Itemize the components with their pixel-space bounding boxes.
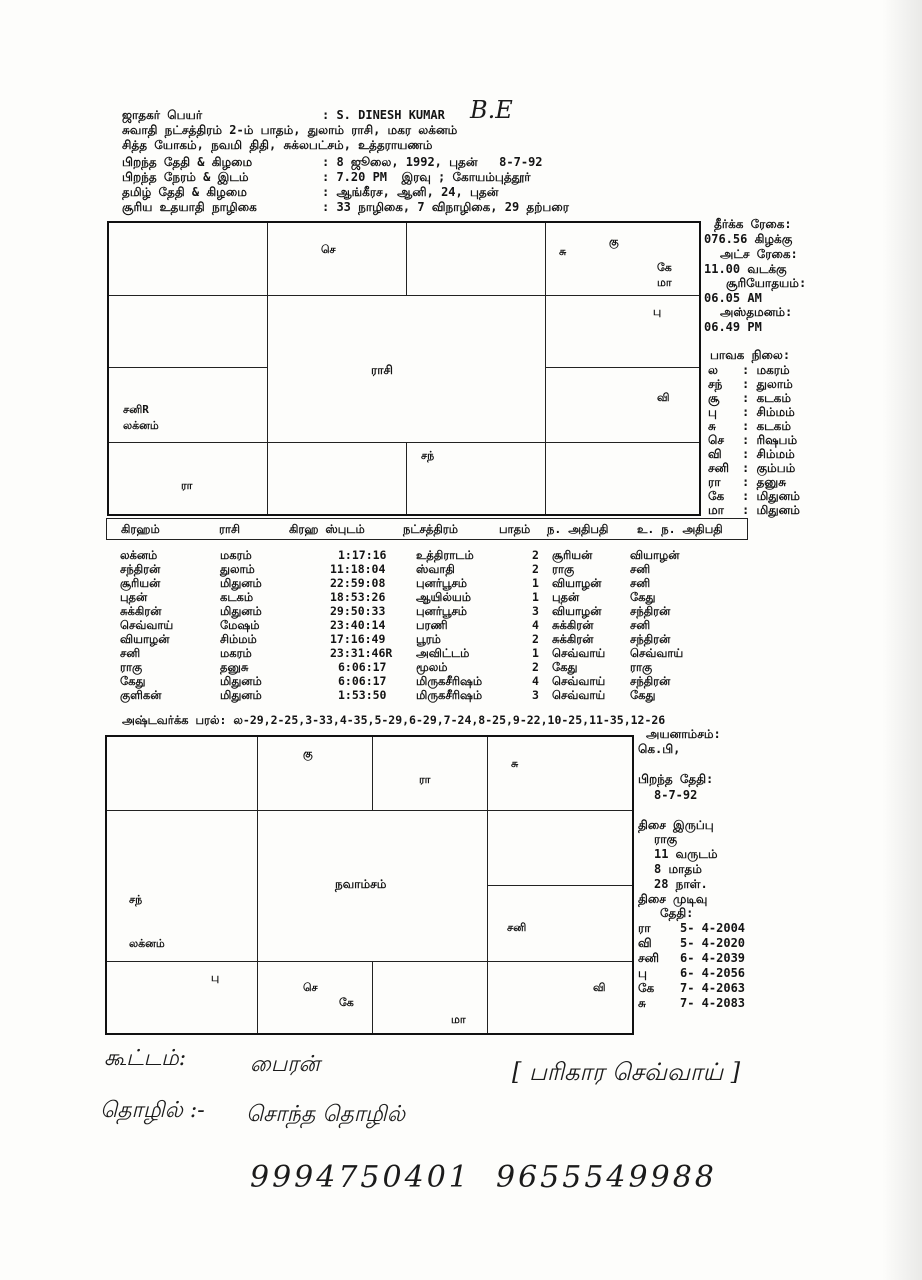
bhava-sign: : தனுசு	[742, 475, 787, 489]
dasa-planet: வி	[638, 936, 652, 950]
header-label-time: பிறந்த நேரம் & இடம்	[122, 170, 249, 184]
table-header: ந. அதிபதி	[547, 522, 609, 536]
header-label-name: ஜாதகர் பெயர்	[122, 108, 203, 122]
bhava-sign: : மிதுனம்	[742, 489, 800, 503]
header-value-dob: : 8 ஜூலை, 1992, புதன் 8-7-92	[322, 155, 543, 169]
ayanamsam-label: அயனாம்சம்:	[646, 727, 721, 741]
dasa-end-date: 6- 4-2056	[680, 966, 746, 980]
navamsa-cell-sukran: சு	[511, 757, 519, 770]
bhava-planet: வி	[708, 447, 722, 461]
dasa-planet: ரா	[638, 921, 651, 935]
rasi-cell-guru: கு	[609, 235, 619, 248]
sunset-value: 06.49 PM	[704, 320, 762, 334]
handwritten-phone-1: 9994750401	[250, 1160, 471, 1195]
dasa-end-date: 6- 4-2039	[680, 951, 746, 965]
table-header: உ. ந. அதிபதி	[637, 522, 723, 536]
bhava-planet: கே	[708, 489, 725, 503]
handwritten-degree: B.E	[470, 96, 513, 124]
longitude-label: தீர்க்க ரேகை:	[714, 217, 792, 231]
bhava-sign: : மகரம்	[742, 363, 790, 377]
dasa-planet: பு	[638, 966, 647, 980]
table-header: ராசி	[219, 522, 240, 536]
dasa-years: 11 வருடம்	[654, 847, 718, 861]
table-header: கிரஹம்	[121, 522, 160, 536]
bhava-planet: ரா	[708, 475, 721, 489]
sunrise-label: சூரியோதயம்:	[726, 276, 807, 290]
navamsa-cell-chandran: சந்	[129, 893, 143, 906]
bhava-sign: : மிதுனம்	[742, 503, 800, 517]
navamsa-cell-budhan: பு	[211, 971, 220, 984]
dasa-planet: சனி	[638, 951, 659, 965]
header-label-dob: பிறந்த தேதி & கிழமை	[122, 155, 253, 169]
bhava-planet: சனி	[708, 461, 729, 475]
bhava-planet: பு	[708, 405, 717, 419]
bhava-planet: சூ	[708, 391, 720, 405]
dasa-end-date: 7- 4-2063	[680, 981, 746, 995]
rasi-cell-rahu: ரா	[181, 479, 193, 492]
rasi-chart	[107, 221, 701, 516]
rasi-cell-sukran: சு	[559, 245, 567, 258]
header-line-3: சித்த யோகம், நவமி திதி, சுக்லபட்சம், உத்தராயணம்	[122, 138, 433, 152]
header-label-nazhigai: சூரிய உதயாதி நாழிகை	[122, 200, 257, 214]
bhava-planet: மா	[708, 503, 724, 517]
navamsa-cell-viyazhan: வி	[593, 981, 606, 994]
handwritten-kootam-label: கூட்டம்:	[104, 1046, 187, 1071]
ayanamsam-value: கெ.பி,	[638, 742, 681, 756]
handwritten-thozhil-value: சொந்த தொழில்	[246, 1102, 406, 1127]
dasa-balance-planet: ராகு	[654, 832, 678, 846]
navamsa-cell-rahu: ரா	[419, 773, 431, 786]
dasa-end-sub: தேதி:	[660, 906, 694, 920]
table-header: நட்சத்திரம்	[403, 522, 459, 536]
bhava-planet: ல	[708, 363, 718, 377]
handwritten-phone-2: 9655549988	[496, 1160, 717, 1195]
navamsa-center-label: நவாம்சம்	[335, 877, 387, 891]
navamsa-cell-guru: கு	[303, 747, 313, 760]
header-line-2: சுவாதி நட்சத்திரம் 2-ம் பாதம், துலாம் ராசி, மகர லக்னம்	[122, 123, 458, 137]
bhava-sign: : சிம்மம்	[742, 405, 795, 419]
dasa-planet: சு	[638, 996, 646, 1010]
navamsa-cell-sevvai: செ	[303, 981, 318, 994]
header-value-tamil-date: : ஆங்கீரச, ஆனி, 24, புதன்	[322, 185, 499, 199]
sunrise-value: 06.05 AM	[704, 291, 762, 305]
rasi-cell-budhan: பு	[653, 305, 662, 318]
navamsa-cell-sani: சனி	[507, 921, 527, 934]
rasi-cell-ketu: கே	[657, 261, 672, 274]
bhava-sign: : கும்பம்	[742, 461, 796, 475]
table-header: பாதம்	[499, 522, 531, 536]
bhava-planet: சு	[708, 419, 716, 433]
navamsa-cell-ketu: கே	[339, 996, 354, 1009]
rasi-center-label: ராசி	[371, 363, 393, 377]
bhava-sign: : சிம்மம்	[742, 447, 795, 461]
rasi-cell-viyazhan: வி	[657, 391, 670, 404]
dasa-end-label: திசை முடிவு	[638, 892, 708, 906]
header-value-name: : S. DINESH KUMAR	[322, 108, 445, 122]
rasi-cell-sani: சனிR	[123, 403, 149, 416]
ashtakavarga-line: அஷ்டவர்க்க பரல்: ல-29,2-25,3-33,4-35,5-29,6-29,7-24,8-25,9-22,10-25,11-35,12-26	[122, 713, 666, 727]
paper-edge-shadow	[882, 0, 922, 1280]
longitude-value: 076.56 கிழக்கு	[704, 232, 793, 246]
dasa-end-date: 5- 4-2004	[680, 921, 746, 935]
handwritten-thozhil-label: தொழில் :-	[100, 1098, 205, 1123]
header-value-time: : 7.20 PM இரவு ; கோயம்புத்தூர்	[322, 170, 531, 184]
dasa-months: 8 மாதம்	[654, 862, 702, 876]
bhava-sign: : கடகம்	[742, 391, 792, 405]
rasi-cell-chandran: சந்	[421, 449, 435, 462]
bhava-sign: : கடகம்	[742, 419, 792, 433]
handwritten-parihara: [ பரிகார செவ்வாய் ]	[512, 1058, 741, 1086]
header-value-nazhigai: : 33 நாழிகை, 7 விநாழிகை, 29 தற்பரை	[322, 200, 569, 214]
dob-value: 8-7-92	[654, 788, 698, 802]
bhava-sign: : துலாம்	[742, 377, 793, 391]
dasa-balance-label: திசை இருப்பு	[638, 818, 714, 832]
navamsa-chart	[105, 735, 634, 1035]
planet-table-header	[106, 518, 748, 540]
header-label-tamil-date: தமிழ் தேதி & கிழமை	[122, 185, 247, 199]
navamsa-cell-lagnam: லக்னம்	[129, 937, 165, 950]
latitude-value: 11.00 வடக்கு	[704, 262, 787, 276]
navamsa-cell-mandhi: மா	[451, 1013, 466, 1026]
table-header: கிரஹ ஸ்புடம்	[289, 522, 365, 536]
handwritten-kootam-value: பைரன்	[250, 1052, 320, 1077]
rasi-cell-lagnam: லக்னம்	[123, 419, 159, 432]
dasa-end-date: 7- 4-2083	[680, 996, 746, 1010]
rasi-cell-mandhi: மா	[657, 276, 672, 289]
bhava-planet: செ	[708, 433, 724, 447]
dob-label: பிறந்த தேதி:	[638, 772, 714, 786]
dasa-end-date: 5- 4-2020	[680, 936, 746, 950]
dasa-planet: கே	[638, 981, 655, 995]
rasi-cell-sevvai: செ	[321, 243, 336, 256]
bhava-planet: சந்	[708, 377, 723, 391]
bhava-title: பாவக நிலை:	[710, 348, 791, 362]
bhava-sign: : ரிஷபம்	[742, 433, 798, 447]
dasa-days: 28 நாள்.	[654, 877, 708, 891]
latitude-label: அட்ச ரேகை:	[720, 247, 798, 261]
sunset-label: அஸ்தமனம்:	[720, 305, 793, 319]
